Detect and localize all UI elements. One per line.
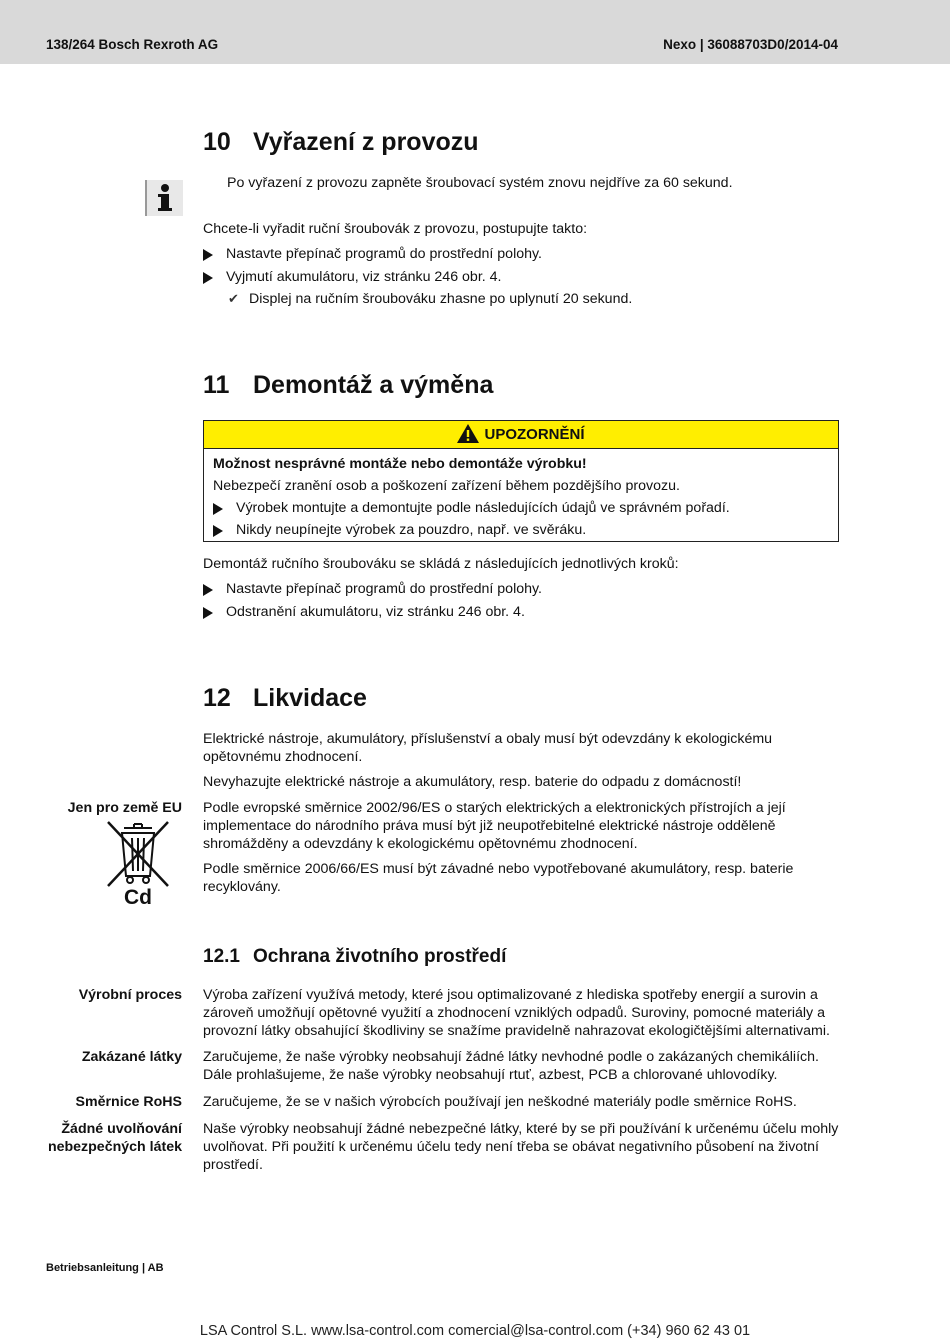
eu-only-label: Jen pro země EU — [67, 800, 182, 816]
section-title: Demontáž a výměna — [253, 371, 494, 399]
result-item: ✔ Displej na ručním šroubováku zhasne po uplynutí 20 sekund. — [228, 291, 633, 307]
section-title: Ochrana životního prostředí — [253, 946, 507, 967]
section-12-1-heading — [203, 946, 506, 968]
header-right: Nexo | 36088703D0/2014-04 — [663, 37, 838, 52]
crossed-bin-icon — [104, 820, 172, 912]
warning-text: Nebezpečí zranění osob a poškození zařízení během pozdějšího provozu. — [213, 478, 680, 494]
check-icon: ✔ — [228, 291, 239, 306]
side-label-rohs: Směrnice RoHS — [75, 1094, 182, 1110]
paragraph-forbidden: Zaručujeme, že naše výrobky neobsahují žádné látky nevhodné podle o zakázaných chemikáliích. Dále prohlašujeme, že naše výrobky neobsahují rtuť, azbest, PCB a chlorované uhlovodíky. — [203, 1049, 819, 1083]
section-number: 10 — [203, 128, 231, 156]
section-12-paragraph-4: Podle směrnice 2006/66/ES musí být závadné nebo vypotřebované akumulátory, resp. baterie recyklovány. — [203, 861, 794, 895]
paragraph-production: Výroba zařízení využívá metody, které jsou optimalizované z hlediska spotřeby energií a surovin a zároveň umožňují opětovné využití a zhodnocení vzniklých odpadů. Suroviny, pomocné materiály a provozní látky obsahující škodliviny se snažíme pravidelně nahrazovat ekologičtějšími alternativami. — [203, 987, 830, 1039]
warning-label: UPOZORNĚNÍ — [484, 426, 585, 443]
section-12-paragraph-1: Elektrické nástroje, akumulátory, příslušenství a obaly musí být odevzdány k ekologickému opětovnému zhodnocení. — [203, 731, 773, 765]
footer-contact: LSA Control S.L. www.lsa-control.com comercial@lsa-control.com (+34) 960 62 43 01 — [199, 1323, 751, 1339]
section-11-heading — [203, 371, 493, 400]
section-10-intro: Chcete-li vyřadit ruční šroubovák z provozu, postupujte takto: — [203, 221, 588, 237]
footer-doc-label: Betriebsanleitung | AB — [46, 1262, 164, 1274]
bullet-arrow-icon — [213, 503, 223, 515]
warning-header — [204, 421, 838, 449]
side-label-forbidden: Zakázané látky — [81, 1049, 182, 1065]
side-label-no-release: Žádné uvolňování nebezpečných látek — [47, 1121, 182, 1155]
warning-heading: Možnost nesprávné montáže nebo demontáže výrobku! — [213, 456, 587, 472]
section-title: Likvidace — [253, 684, 367, 712]
cd-label: Cd — [124, 886, 152, 909]
side-label-production: Výrobní proces — [78, 987, 182, 1003]
bullet-arrow-icon — [203, 584, 213, 596]
section-title: Vyřazení z provozu — [253, 128, 479, 156]
section-11-intro: Demontáž ručního šroubováku se skládá z následujících jednotlivých kroků: — [203, 556, 679, 572]
list-item: Výrobek montujte a demontujte podle následujících údajů ve správném pořadí. — [213, 499, 730, 517]
section-number: 11 — [203, 371, 230, 399]
section-12-paragraph-3: Podle evropské směrnice 2002/96/ES o starých elektrických a elektronických přístrojích a její implementace do národního práva musí být již neupotřebitelné elektrické nástroje odděleně shromážděny a odevzdány k ekologickému opětovnému zhodnocení. — [203, 800, 786, 852]
bullet-arrow-icon — [203, 249, 213, 261]
header-left: 138/264 Bosch Rexroth AG — [46, 37, 219, 52]
section-number: 12.1 — [203, 946, 240, 967]
list-item: Nikdy neupínejte výrobek za pouzdro, např. ve svěráku. — [213, 521, 586, 539]
section-12-heading — [203, 684, 367, 713]
bullet-arrow-icon — [213, 525, 223, 537]
warning-triangle-icon — [457, 424, 479, 443]
list-item: Vyjmutí akumulátoru, viz stránku 246 obr. 4. — [203, 268, 501, 286]
list-item: Nastavte přepínač programů do prostřední polohy. — [203, 245, 542, 263]
bullet-arrow-icon — [203, 607, 213, 619]
info-icon — [145, 180, 183, 216]
section-number: 12 — [203, 684, 231, 712]
warning-box — [203, 420, 839, 542]
section-10-heading — [203, 128, 479, 157]
list-item: Odstranění akumulátoru, viz stránku 246 obr. 4. — [203, 603, 525, 621]
bullet-arrow-icon — [203, 272, 213, 284]
paragraph-no-release: Naše výrobky neobsahují žádné nebezpečné látky, které by se při používání k určenému účelu mohly uvolňovat. Při použití k určenému účelu tedy není třeba se obávat negativního působení na životní prostředí. — [203, 1121, 839, 1173]
paragraph-rohs: Zaručujeme, že se v našich výrobcích používají jen neškodné materiály podle směrnice RoHS. — [203, 1094, 797, 1110]
list-item: Nastavte přepínač programů do prostřední polohy. — [203, 580, 542, 598]
page-header — [0, 0, 950, 64]
section-10-note: Po vyřazení z provozu zapněte šroubovací systém znovu nejdříve za 60 sekund. — [227, 175, 733, 191]
section-12-paragraph-2: Nevyhazujte elektrické nástroje a akumulátory, resp. baterie do odpadu z domácností! — [203, 774, 742, 790]
